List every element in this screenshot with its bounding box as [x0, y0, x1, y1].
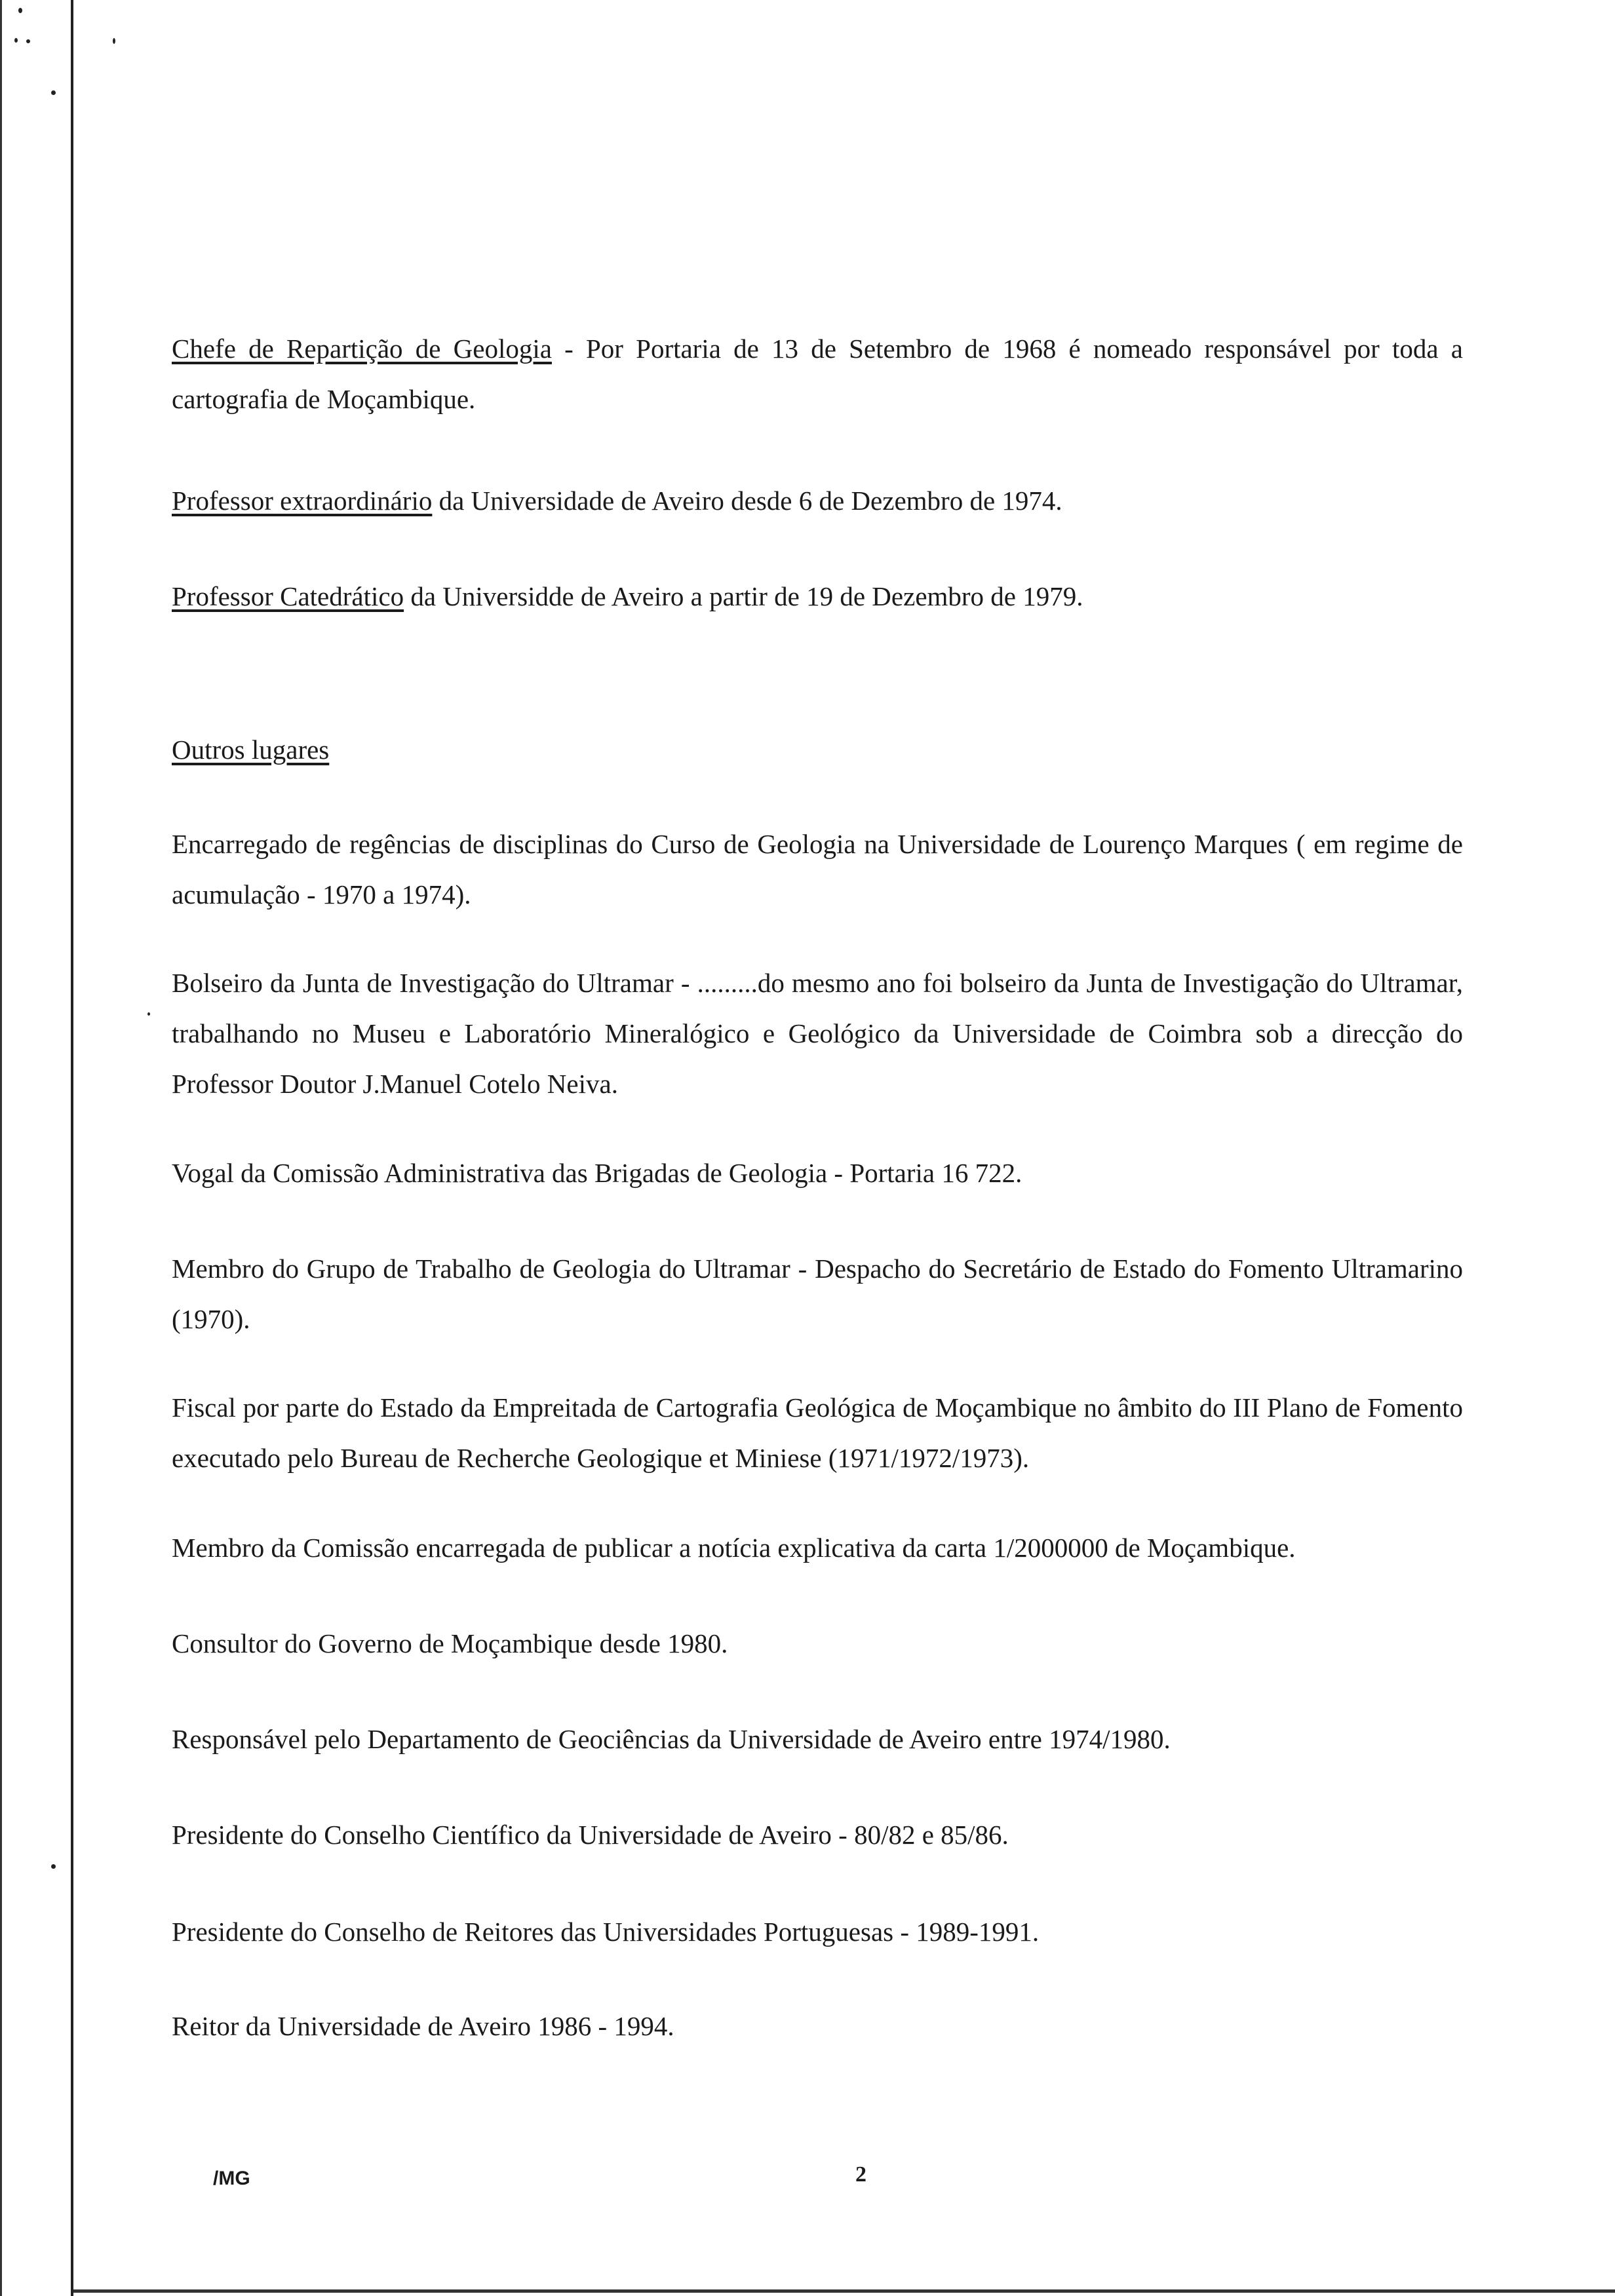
list-item: Membro da Comissão encarregada de publicar a notícia explicativa da carta 1/2000000 de Moçambique.	[172, 1533, 1296, 1563]
list-item: Bolseiro da Junta de Investigação do Ultramar - .........do mesmo ano foi bolseiro da Junta de Investigação do Ultramar, trabalhando no Museu e Laboratório Mineralógico e Geológico da Universidade de Coimbra sob a direcção do Professor Doutor J.Manuel Cotelo Neiva.	[172, 968, 1463, 1099]
footer-initials: /MG	[213, 2168, 250, 2189]
scan-speck	[113, 38, 115, 44]
paragraph-title: Professor extraordinário	[172, 486, 433, 516]
scan-speck	[26, 39, 30, 43]
scan-binding-line	[71, 0, 73, 2296]
list-item: Reitor da Universidade de Aveiro 1986 - 1994.	[172, 2011, 674, 2041]
list-item: Encarregado de regências de disciplinas do Curso de Geologia na Universidade de Lourenço Marques ( em regime de acumulação - 1970 a 1974).	[172, 829, 1463, 909]
paragraph-chefe-reparticao	[172, 324, 1463, 425]
paragraph-text: - Por Portaria de 13 de Setembro de 1968 é nomeado responsável por toda a cartografia de Moçambique.	[172, 334, 1463, 414]
list-item: Fiscal por parte do Estado da Empreitada de Cartografia Geológica de Moçambique no âmbito do III Plano de Fomento executado pelo Bureau de Recherche Geologique et Miniese (1971/1972/1973).	[172, 1392, 1463, 1473]
scan-speck	[51, 90, 56, 95]
scan-speck	[147, 1012, 150, 1016]
list-item: Vogal da Comissão Administrativa das Brigadas de Geologia - Portaria 16 722.	[172, 1158, 1022, 1188]
scan-speck	[18, 8, 22, 13]
list-item: Consultor do Governo de Moçambique desde 1980.	[172, 1628, 728, 1658]
list-item: Membro do Grupo de Trabalho de Geologia do Ultramar - Despacho do Secretário de Estado do Fomento Ultramarino (1970).	[172, 1253, 1463, 1334]
scan-speck	[51, 1864, 56, 1869]
page-number: 2	[855, 2162, 866, 2187]
scan-speck	[14, 38, 18, 43]
list-item: Presidente do Conselho Científico da Universidade de Aveiro - 80/82 e 85/86.	[172, 1820, 1009, 1850]
section-heading: Outros lugares	[172, 735, 330, 765]
paragraph-title: Professor Catedrático	[172, 581, 404, 611]
scan-bottom-border	[73, 2289, 1615, 2293]
paragraph-professor-extraordinario	[172, 476, 1463, 526]
list-item: Responsável pelo Departamento de Geociências da Universidade de Aveiro entre 1974/1980.	[172, 1724, 1171, 1754]
paragraph-text: da Universidde de Aveiro a partir de 19 de Dezembro de 1979.	[404, 581, 1083, 611]
list-item: Presidente do Conselho de Reitores das Universidades Portuguesas - 1989-1991.	[172, 1917, 1040, 1947]
scan-left-border	[0, 0, 2, 2296]
paragraph-text: da Universidade de Aveiro desde 6 de Dezembro de 1974.	[432, 486, 1062, 516]
paragraph-professor-catedratico	[172, 571, 1463, 622]
paragraph-title: Chefe de Repartição de Geologia	[172, 334, 552, 364]
